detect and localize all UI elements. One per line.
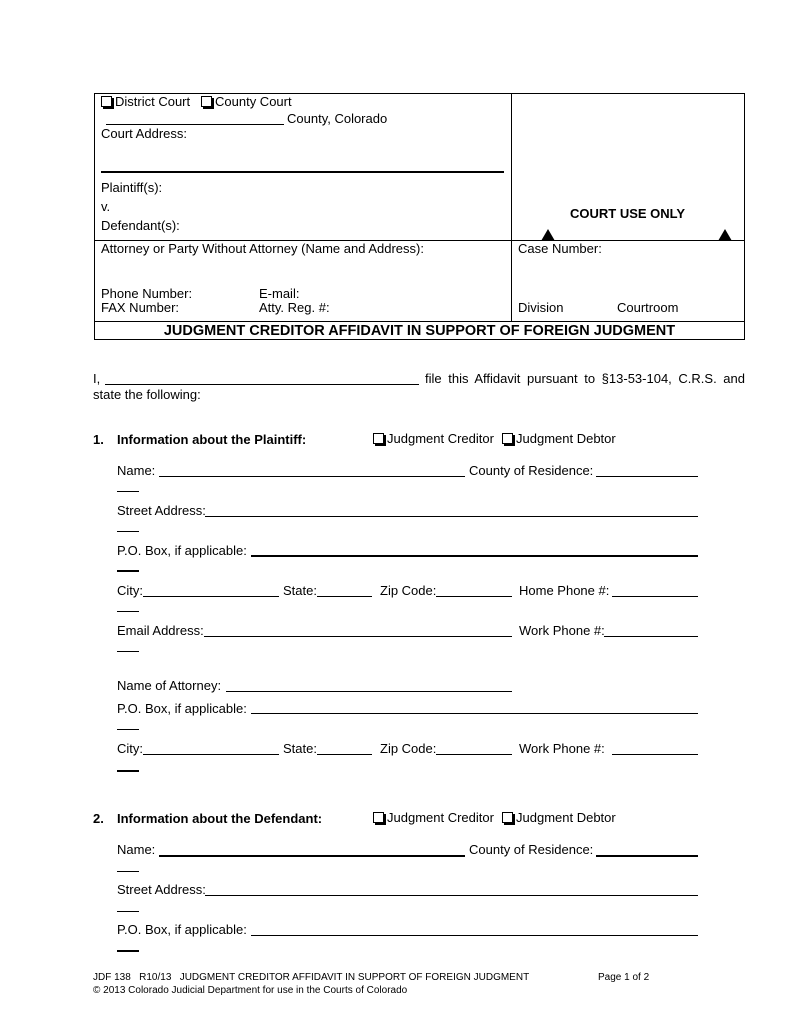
plaintiff-work-phone-field-wrap[interactable] [117,651,139,652]
plaintiff-city-field[interactable] [143,596,279,597]
email-label: E-mail: [259,286,300,301]
district-court-option[interactable]: District Court [101,94,190,109]
attorney-city-field[interactable] [143,754,279,755]
plaintiff-work-phone-label: Work Phone #: [519,623,605,638]
defendant-county-label: County of Residence: [469,842,594,857]
intro-i: I, [93,371,101,386]
plaintiff-state-label: State: [283,583,317,598]
courtroom-label: Courtroom [617,300,679,315]
court-address-line[interactable] [101,171,504,173]
section-2-heading: Information about the Defendant: [117,811,323,826]
affiant-name-line[interactable] [105,384,419,385]
attorney-work-phone-label: Work Phone #: [519,741,605,756]
attorney-label: Attorney or Party Without Attorney (Name and Address): [101,241,424,256]
defendant-pobox-field-wrap[interactable] [117,950,139,952]
plaintiff-work-phone-field[interactable] [604,636,698,637]
county-court-checkbox[interactable] [201,96,212,107]
plaintiff-pobox-field-wrap[interactable] [117,570,139,572]
district-court-checkbox[interactable] [101,96,112,107]
plaintiff-home-phone-field-wrap[interactable] [117,611,139,612]
form-title: JUDGMENT CREDITOR AFFIDAVIT IN SUPPORT OF FOREIGN JUDGMENT [163,323,676,339]
defendant-creditor-checkbox[interactable] [373,812,384,823]
plaintiff-county-field-wrap[interactable] [117,491,139,492]
defendant-judgment-creditor-option[interactable]: Judgment Creditor [373,810,494,825]
defendant-debtor-checkbox[interactable] [502,812,513,823]
attorney-work-phone-field-wrap[interactable] [117,770,139,772]
plaintiff-pobox-field[interactable] [251,555,698,557]
footer-form-id: JDF 138 R10/13 JUDGMENT CREDITOR AFFIDAVIT IN SUPPORT OF FOREIGN JUDGMENT [93,972,530,983]
plaintiff-zip-field[interactable] [436,596,512,597]
court-address-label: Court Address: [101,126,187,141]
plaintiff-state-field[interactable] [317,596,372,597]
up-triangle-icon [718,229,732,241]
plaintiff-debtor-checkbox[interactable] [502,433,513,444]
attorney-work-phone-field[interactable] [612,754,698,755]
plaintiff-county-field[interactable] [596,476,698,477]
division-label: Division [518,300,564,315]
plaintiff-home-phone-label: Home Phone #: [519,583,610,598]
footer-copyright: © 2013 Colorado Judicial Department for use in the Courts of Colorado [93,985,408,996]
plaintiff-county-label: County of Residence: [469,463,594,478]
defendants-label: Defendant(s): [101,218,180,233]
defendant-name-field[interactable] [159,855,465,857]
plaintiff-email-field[interactable] [204,636,512,637]
plaintiff-zip-label: Zip Code: [380,583,437,598]
attorney-pobox-field-wrap[interactable] [117,729,139,730]
defendant-county-field-wrap[interactable] [117,871,139,872]
attorney-zip-field[interactable] [436,754,512,755]
plaintiffs-label: Plaintiff(s): [101,180,163,195]
plaintiff-judgment-debtor-option[interactable]: Judgment Debtor [502,431,616,446]
section-1-number: 1. [93,432,104,447]
attorney-zip-label: Zip Code: [380,741,437,756]
plaintiff-name-field[interactable] [159,476,465,477]
versus-label: v. [101,199,111,214]
section-1-heading: Information about the Plaintiff: [117,432,307,447]
plaintiff-street-field-wrap[interactable] [117,531,139,532]
intro-text: file this Affidavit pursuant to §13-53-104, C.R.S. and [425,371,745,386]
attorney-pobox-label: P.O. Box, if applicable: [117,701,247,716]
county-colorado-label: County, Colorado [287,111,388,126]
court-use-only-label: COURT USE ONLY [570,206,686,221]
atty-reg-label: Atty. Reg. #: [259,300,330,315]
plaintiff-name-label: Name: [117,463,156,478]
fax-number-label: FAX Number: [101,300,180,315]
county-court-option[interactable]: County Court [201,94,292,109]
plaintiff-city-label: City: [117,583,143,598]
plaintiff-street-field[interactable] [205,516,698,517]
section-2-number: 2. [93,811,104,826]
plaintiff-judgment-creditor-option[interactable]: Judgment Creditor [373,431,494,446]
attorney-state-field[interactable] [317,754,372,755]
defendant-street-field-wrap[interactable] [117,911,139,912]
case-number-label: Case Number: [518,241,602,256]
plaintiff-creditor-checkbox[interactable] [373,433,384,444]
plaintiff-email-label: Email Address: [117,623,204,638]
phone-number-label: Phone Number: [101,286,193,301]
defendant-judgment-debtor-option[interactable]: Judgment Debtor [502,810,616,825]
plaintiff-street-label: Street Address: [117,503,206,518]
defendant-pobox-label: P.O. Box, if applicable: [117,922,247,937]
defendant-pobox-field[interactable] [251,935,698,936]
intro-text-2: state the following: [93,387,201,402]
up-triangle-icon [541,229,555,241]
footer-page-number: Page 1 of 2 [598,972,650,983]
defendant-name-label: Name: [117,842,156,857]
attorney-city-label: City: [117,741,143,756]
attorney-name-field[interactable] [226,691,512,692]
attorney-name-label: Name of Attorney: [117,678,222,693]
defendant-county-field[interactable] [596,855,698,857]
attorney-state-label: State: [283,741,317,756]
plaintiff-home-phone-field[interactable] [612,596,698,597]
county-blank[interactable] [106,124,284,125]
plaintiff-pobox-label: P.O. Box, if applicable: [117,543,247,558]
caption-divider [511,93,512,321]
attorney-pobox-field[interactable] [251,713,698,714]
defendant-street-label: Street Address: [117,882,206,897]
defendant-street-field[interactable] [205,895,698,896]
